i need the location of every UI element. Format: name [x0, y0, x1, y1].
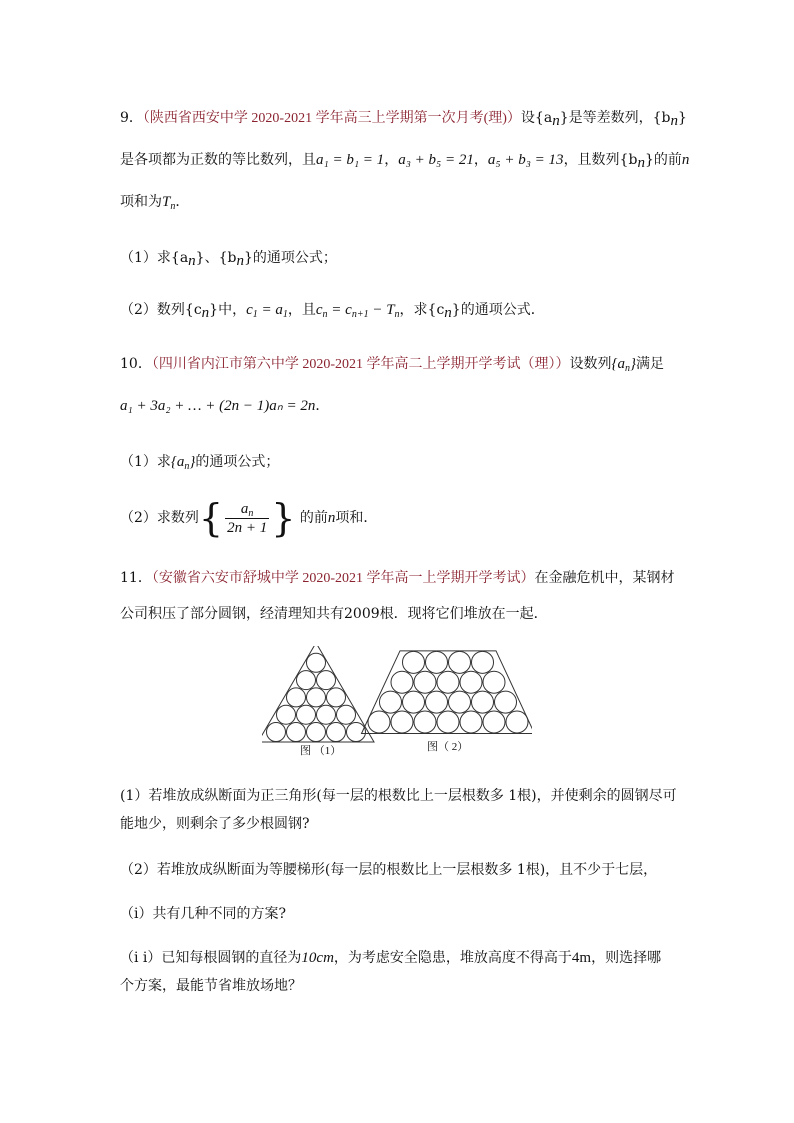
triangle-stack	[262, 646, 374, 742]
pipe-circle	[472, 651, 494, 673]
q11-part1-line1: (1）若堆放成纵断面为正三角形(每一层的根数比上一层根数多 1根)，并使剩余的圆钢尽可	[120, 788, 677, 804]
q11-part2: （2）若堆放成纵断面为等腰梯形(每一层的根数比上一层根数多 1根)，且不少于七层，	[120, 862, 658, 878]
pipe-circle	[277, 705, 296, 724]
pipe-circle	[449, 651, 471, 673]
q11-part2-ii: （i i）已知每根圆钢的直径为10cm，为考虑安全隐患，堆放高度不得高于4m，则选择哪	[120, 950, 662, 966]
q9-number: 9．	[120, 110, 143, 126]
q11-part2-ii-line2: 个方案，最能节省堆放场地？	[120, 978, 302, 994]
q10-number: 10．	[120, 356, 152, 372]
pipe-circle	[267, 723, 286, 742]
pipe-circle	[460, 671, 482, 693]
q9-line1: 9．（陕西省西安中学 2020-2021 学年高三上学期第一次月考(理)）设$\{a_n\}$是等差数列，$\{b_n\}$	[120, 110, 687, 129]
q10-source: （四川省内江市第六中学 2020-2021 学年高二上学期开学考试（理））	[151, 357, 570, 372]
q11-line1: 11．（安徽省六安市舒城中学 2020-2021 学年高一上学期开学考试）在金融危机中，某钢材	[120, 570, 675, 586]
q9-line3: 项和为$T_n$．	[120, 194, 190, 212]
pipe-circle	[287, 723, 306, 742]
pipe-circle	[287, 688, 306, 707]
pipe-circle	[483, 671, 505, 693]
q9-part2: （2）数列$\{c_n\}$中，$c_1 = a_1$，且$c_n = c_{n+1} - T_n$，求$\{c_n\}$的通项公式．	[120, 302, 545, 321]
fig1-label: 图 （1）	[300, 745, 342, 757]
fraction: $\frac{a_n}{2n + 1}$	[227, 500, 268, 536]
pipe-circle	[403, 691, 425, 713]
pipe-circle	[391, 711, 413, 733]
pipe-circle	[426, 691, 448, 713]
q9-part1: （1）求$\{a_n\}$、$\{b_n\}$的通项公式；	[120, 250, 337, 269]
pipe-circle	[414, 711, 436, 733]
pipe-circle	[449, 691, 471, 713]
pipe-circle	[307, 723, 326, 742]
pipe-circle	[403, 651, 425, 673]
fig2-label: 图（ 2）	[427, 741, 469, 753]
q9-source: （陕西省西安中学 2020-2021 学年高三上学期第一次月考(理)）	[142, 111, 521, 126]
q9-line2: 是各项都为正数的等比数列，且a₁ = b₁ = 1，a₃ + b₅ = 21，a₅ + b₃ = 13，且数列$\{b_n\}$的前n	[120, 152, 690, 171]
q10-line2: a₁ + 3a₂ + … + (2n − 1)aₙ = 2n．	[120, 398, 330, 414]
triangle-outline	[262, 646, 374, 742]
pipe-circle	[460, 711, 482, 733]
q10-part2: （2）求数列{ $\frac{a_n}{2n + 1}$ } 的前n项和．	[120, 496, 378, 540]
pipe-circle	[437, 711, 459, 733]
pipe-circle	[495, 691, 517, 713]
pipe-circle	[297, 671, 316, 690]
q10-line1: 10．（四川省内江市第六中学 2020-2021 学年高二上学期开学考试（理））设数列$\{a_n\}$满足	[120, 356, 664, 374]
q11-source: （安徽省六安市舒城中学 2020-2021 学年高一上学期开学考试）	[151, 571, 535, 586]
pipe-circle	[327, 688, 346, 707]
pipe-circle	[307, 653, 326, 672]
pipe-stack-figure	[262, 646, 532, 758]
pipe-circle	[380, 691, 402, 713]
pipe-circle	[414, 671, 436, 693]
pipe-circle	[437, 671, 459, 693]
pipe-circle	[391, 671, 413, 693]
pipe-circle	[483, 711, 505, 733]
pipe-circle	[327, 723, 346, 742]
pipe-circle	[472, 691, 494, 713]
pipe-circle	[307, 688, 326, 707]
trapezoid-stack	[362, 651, 533, 734]
pipe-circle	[317, 705, 336, 724]
pipe-circle	[368, 711, 390, 733]
q11-part2-i: （i）共有几种不同的方案?	[120, 906, 286, 922]
q11-part1-line2: 能地少，则剩余了多少根圆钢?	[120, 816, 310, 832]
q11-number: 11．	[120, 570, 152, 586]
pipe-circle	[337, 705, 356, 724]
pipe-circle	[506, 711, 528, 733]
q10-part1: （1）求$\{a_n\}$的通项公式；	[120, 454, 280, 472]
q11-line2: 公司积压了部分圆钢，经清理知共有2009根．现将它们堆放在一起．	[120, 606, 548, 622]
pipe-circle	[297, 705, 316, 724]
pipe-circle	[426, 651, 448, 673]
pipe-circle	[317, 671, 336, 690]
